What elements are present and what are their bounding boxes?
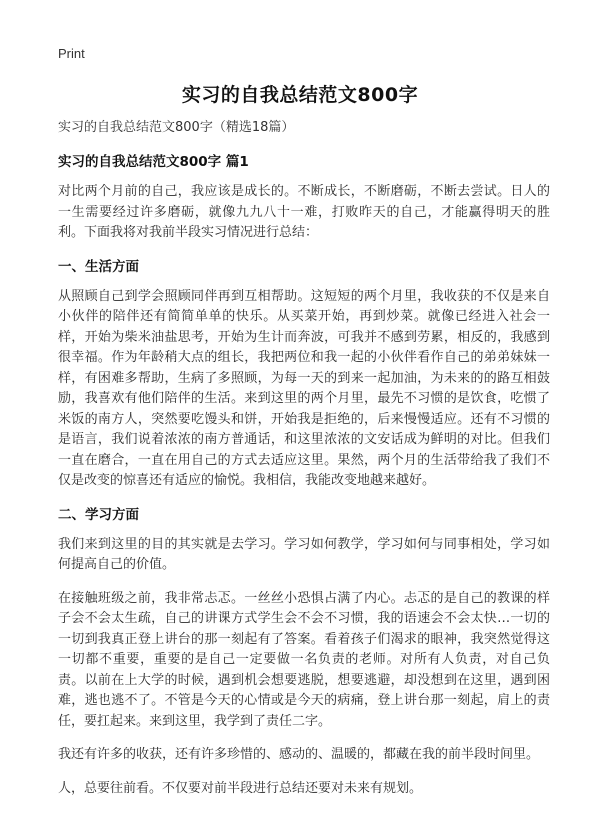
life-paragraph: 从照顾自己到学会照顾同伴再到互相帮助。这短短的两个月里，我收获的不仅是来自小伙伴的陪伴还有简简单单的快乐。从买菜开始，再到炒菜。就像已经进入社会一样，开始为柴米油盐思考，开始为生计而奔波，可我并不感到劳累，相反的，我感到很幸福。作为年龄稍大点的组长，我把两位和我一起的小伙伴看作自己的弟弟妹妹一样，有困难多帮助，生病了多照顾，为每一天的到来一起加油，为未来的的路互相鼓励，我喜欢有他们陪伴的生活。来到这里的两个月里，最先不习惯的是饮食，吃惯了米饭的南方人，突然要吃馒头和饼，开始我是拒绝的，后来慢慢适应。还有不习惯的是语言，我们说着浓浓的南方普通话，和这里浓浓的文安话成为鲜明的对比。但我们一直在磨合，一直在用自己的方式去适应这里。果然，两个月的生活带给我了我们不仅是改变的惊喜还有适应的愉悦。我相信，我能改变地越来越好。 xyxy=(58,288,550,488)
section-heading-life: 一、生活方面 xyxy=(58,258,139,275)
print-link[interactable]: Print xyxy=(58,46,85,61)
study-paragraph: 在接触班级之前，我非常忐忑。一丝丝小恐惧占满了内心。忐忑的是自己的教课的样子会不会太生疏，自己的讲课方式学生会不会不习惯，我的语速会不会太快…一切的一切到我真正登上讲台的那一刻起有了答案。看着孩子们渴求的眼神，我突然觉得这一切都不重要，重要的是自己一定要做一名负责的老师。对所有人负责，对自己负责。以前在上大学的时候，遇到机会想要逃脱，想要逃避，却没想到在这里，遇到困难，逃也逃不了。不管是今天的心情或是今天的病痛，登上讲台那一刻起，肩上的责任，要扛起来。来到这里，我学到了责任二字。 xyxy=(58,590,550,729)
page-title: 实习的自我总结范文800字 xyxy=(181,84,419,106)
article-heading: 实习的自我总结范文800字 篇1 xyxy=(58,154,249,170)
article-body xyxy=(58,118,550,812)
intro-paragraph: 对比两个月前的自己，我应该是成长的。不断成长，不断磨砺，不断去尝试。日人的一生需要经过许多磨砺，就像九九八十一难，打败昨天的自己，才能赢得明天的胜利。下面我将对我前半段实习情况进行总结： xyxy=(58,184,550,240)
study-paragraph: 人，总要往前看。不仅要对前半段进行总结还要对未来有规划。 xyxy=(58,780,423,796)
article-subtitle: 实习的自我总结范文800字（精选18篇） xyxy=(58,120,295,135)
study-paragraph: 我还有许多的收获，还有许多珍惜的、感动的、温暖的，都藏在我的前半段时间里。 xyxy=(58,747,540,762)
study-paragraph: 我们来到这里的目的其实就是去学习。学习如何教学，学习如何与同事相处，学习如何提高自己的价值。 xyxy=(58,536,550,572)
section-heading-study: 二、学习方面 xyxy=(58,506,139,523)
